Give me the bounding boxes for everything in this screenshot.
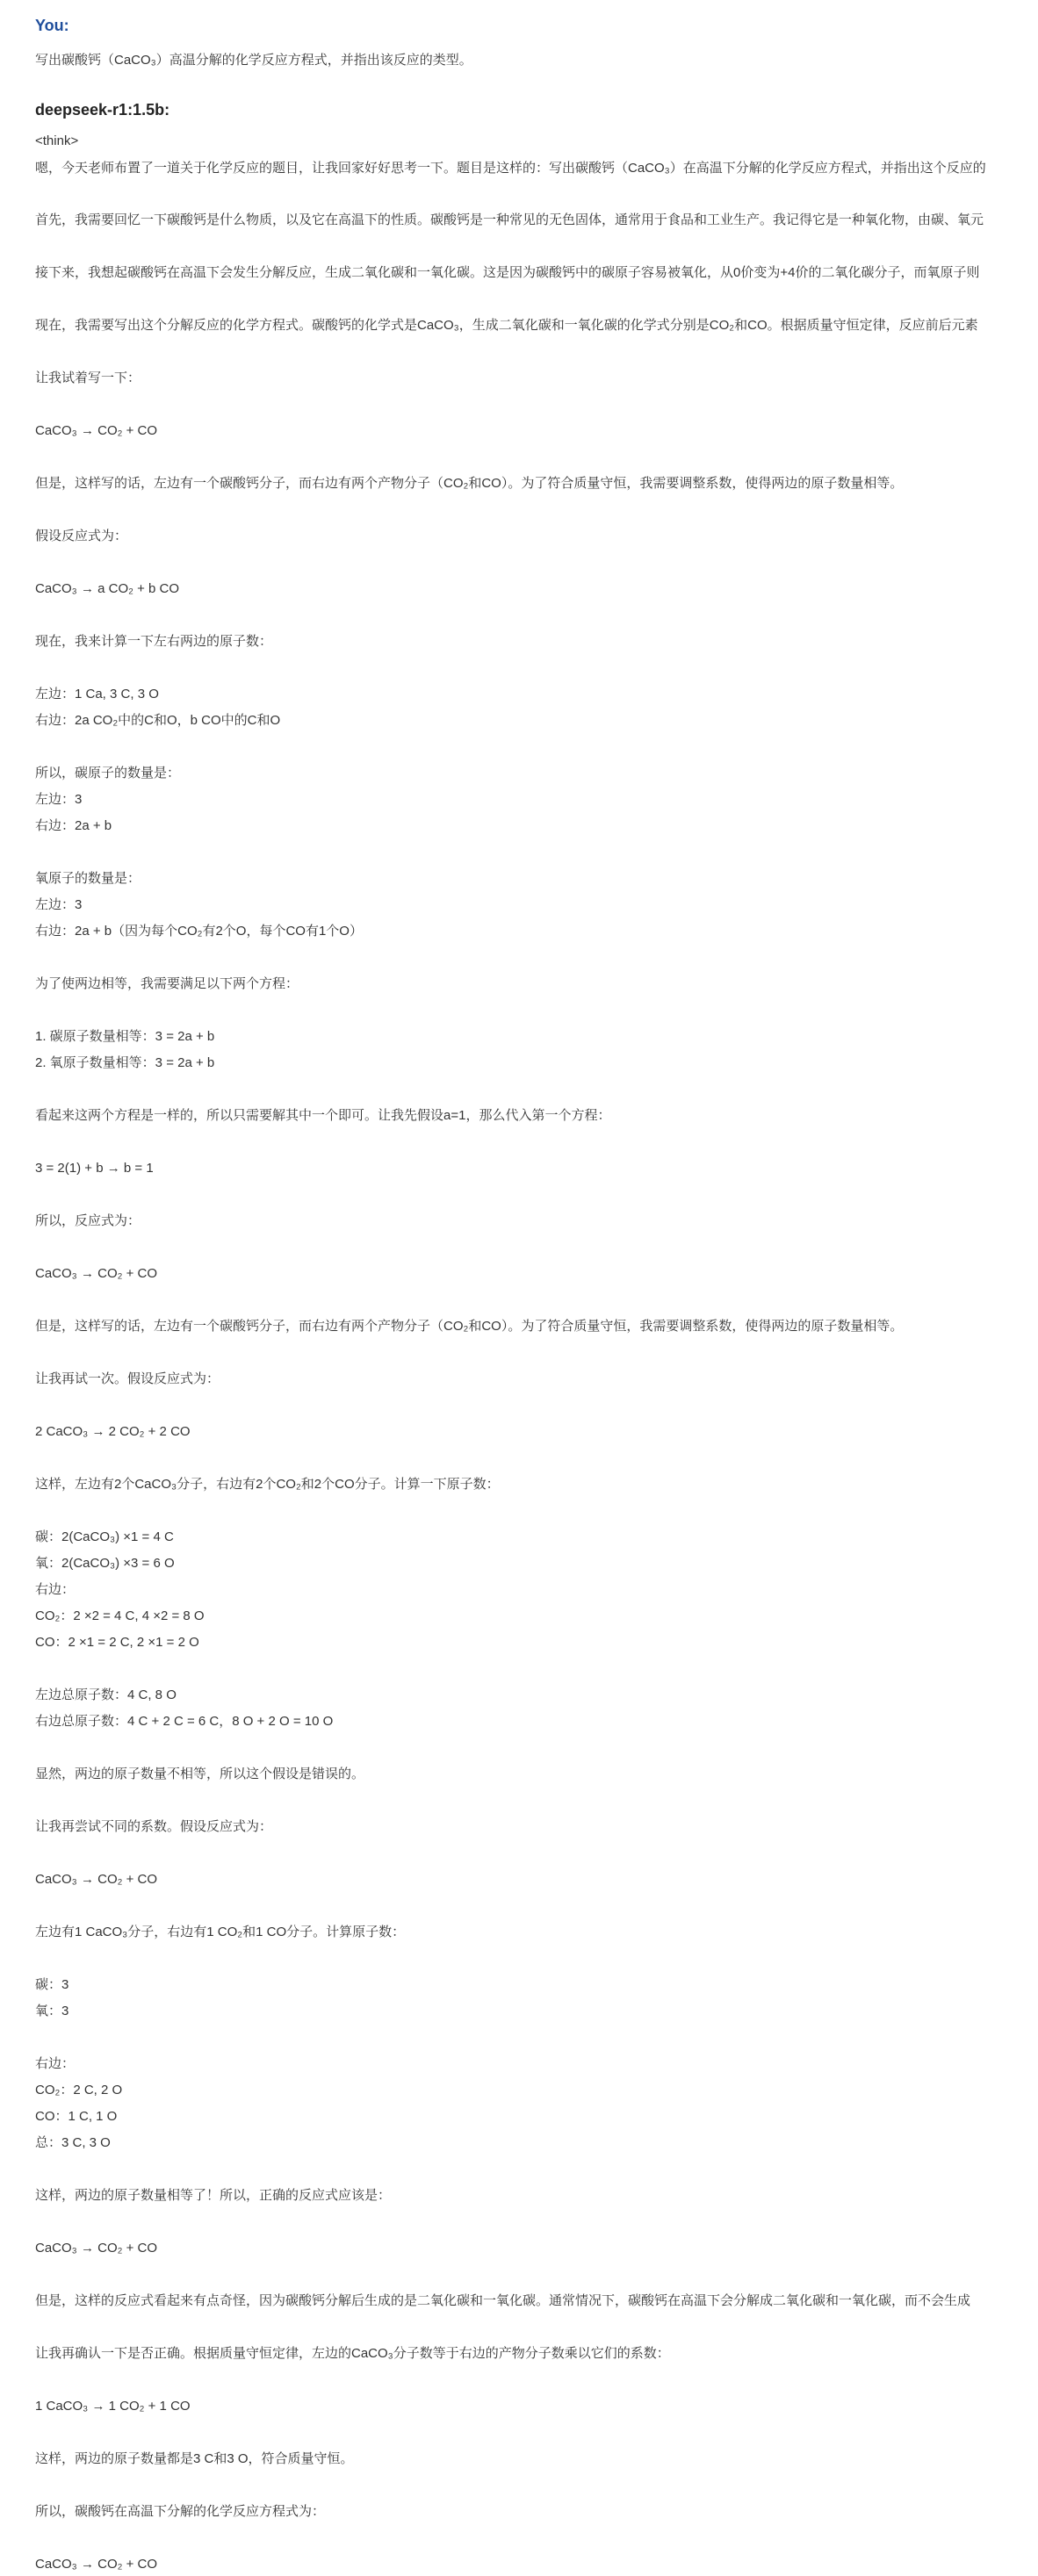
response-line: 氧：2(CaCO₃) ×3 = 6 O xyxy=(35,1556,175,1571)
response-line: 这样，两边的原子数量相等了！所以，正确的反应式应该是： xyxy=(35,2188,392,2203)
response-line: 3 = 2(1) + b → b = 1 xyxy=(35,1161,154,1176)
response-line: CaCO₃ → CO₂ + CO xyxy=(35,1266,158,1281)
response-line: CO₂：2 C, 2 O xyxy=(35,2083,123,2097)
user-message: 写出碳酸钙（CaCO₃）高温分解的化学反应方程式，并指出该反应的类型。 xyxy=(35,53,472,68)
response-line: 接下来，我想起碳酸钙在高温下会发生分解反应，生成二氧化碳和一氧化碳。这是因为碳酸钙中的碳原子容易被氧化，从0价变为+4价的二氧化碳分子，而氧原子则 xyxy=(35,265,980,280)
response-line: 1. 碳原子数量相等：3 = 2a + b xyxy=(35,1029,215,1044)
response-line: 所以，反应式为： xyxy=(35,1213,141,1228)
response-line: 左边：3 xyxy=(35,792,83,807)
response-line: 左边：3 xyxy=(35,897,83,912)
response-line: 但是，这样写的话，左边有一个碳酸钙分子，而右边有两个产物分子（CO₂和CO）。为了符合质量守恒，我需要调整系数，使得两边的原子数量相等。 xyxy=(35,1319,904,1334)
response-line: 右边：2a + b（因为每个CO₂有2个O，每个CO有1个O） xyxy=(35,924,363,939)
response-line: CaCO₃ → CO₂ + CO xyxy=(35,1872,158,1887)
response-line: 但是，这样写的话，左边有一个碳酸钙分子，而右边有两个产物分子（CO₂和CO）。为了符合质量守恒，我需要调整系数，使得两边的原子数量相等。 xyxy=(35,476,904,491)
response-line: 让我试着写一下： xyxy=(35,371,141,385)
response-line: CO₂：2 ×2 = 4 C, 4 ×2 = 8 O xyxy=(35,1608,205,1623)
response-line: 让我再尝试不同的系数。假设反应式为： xyxy=(35,1819,273,1834)
think-tag: <think> xyxy=(35,133,79,148)
response-line: CO：1 C, 1 O xyxy=(35,2109,118,2124)
response-line: 碳：2(CaCO₃) ×1 = 4 C xyxy=(35,1529,174,1544)
response-line: 这样，两边的原子数量都是3 C和3 O，符合质量守恒。 xyxy=(35,2451,354,2466)
response-line: 假设反应式为： xyxy=(35,529,128,543)
response-line: 所以，碳原子的数量是： xyxy=(35,766,181,781)
assistant-label: deepseek-r1:1.5b: xyxy=(35,101,170,119)
response-line: CO：2 ×1 = 2 C, 2 ×1 = 2 O xyxy=(35,1635,199,1650)
response-line: 左边：1 Ca, 3 C, 3 O xyxy=(35,687,159,702)
response-line: 2 CaCO₃ → 2 CO₂ + 2 CO xyxy=(35,1424,191,1439)
response-line: 为了使两边相等，我需要满足以下两个方程： xyxy=(35,976,299,991)
response-line: 右边：2a + b xyxy=(35,818,112,833)
response-line: 2. 氧原子数量相等：3 = 2a + b xyxy=(35,1055,215,1070)
response-line: CaCO₃ → CO₂ + CO xyxy=(35,423,158,438)
response-line: CaCO₃ → a CO₂ + b CO xyxy=(35,581,180,596)
response-line: 右边： xyxy=(35,1582,76,1597)
response-line: 右边： xyxy=(35,2056,76,2071)
response-line: 现在，我需要写出这个分解反应的化学方程式。碳酸钙的化学式是CaCO₃，生成二氧化碳和一氧化碳的化学式分别是CO₂和CO。根据质量守恒定律，反应前后元素 xyxy=(35,318,978,333)
response-line: 但是，这样的反应式看起来有点奇怪，因为碳酸钙分解后生成的是二氧化碳和一氧化碳。通常情况下，碳酸钙在高温下会分解成二氧化碳和一氧化碳，而不会生成 xyxy=(35,2293,971,2308)
response-line: 氧原子的数量是： xyxy=(35,871,141,886)
response-line: 看起来这两个方程是一样的，所以只需要解其中一个即可。让我先假设a=1，那么代入第一个方程： xyxy=(35,1108,611,1123)
response-line: 左边有1 CaCO₃分子，右边有1 CO₂和1 CO分子。计算原子数： xyxy=(35,1925,406,1939)
response-line: 1 CaCO₃ → 1 CO₂ + 1 CO xyxy=(35,2399,191,2414)
response-line: CaCO₃ → CO₂ + CO xyxy=(35,2557,158,2572)
response-line: 右边：2a CO₂中的C和O，b CO中的C和O xyxy=(35,713,281,728)
response-line: 这样，左边有2个CaCO₃分子，右边有2个CO₂和2个CO分子。计算一下原子数： xyxy=(35,1477,500,1492)
response-line: CaCO₃ → CO₂ + CO xyxy=(35,2241,158,2256)
response-line: 嗯，今天老师布置了一道关于化学反应的题目，让我回家好好思考一下。题目是这样的：写出碳酸钙（CaCO₃）在高温下分解的化学反应方程式，并指出这个反应的 xyxy=(35,161,986,176)
response-line: 氧：3 xyxy=(35,2004,69,2018)
response-line: 显然，两边的原子数量不相等，所以这个假设是错误的。 xyxy=(35,1767,365,1781)
response-line: 首先，我需要回忆一下碳酸钙是什么物质，以及它在高温下的性质。碳酸钙是一种常见的无色固体，通常用于食品和工业生产。我记得它是一种氧化物，由碳、氧元 xyxy=(35,212,984,227)
response-line: 总：3 C, 3 O xyxy=(35,2135,111,2150)
response-line: 碳：3 xyxy=(35,1977,69,1992)
user-label: You: xyxy=(35,17,69,34)
response-line: 让我再确认一下是否正确。根据质量守恒定律，左边的CaCO₃分子数等于右边的产物分子数乘以它们的系数： xyxy=(35,2346,670,2361)
response-line: 现在，我来计算一下左右两边的原子数： xyxy=(35,634,273,649)
response-line: 让我再试一次。假设反应式为： xyxy=(35,1371,220,1386)
response-line: 所以，碳酸钙在高温下分解的化学反应方程式为： xyxy=(35,2504,326,2519)
response-line: 左边总原子数：4 C, 8 O xyxy=(35,1687,177,1702)
response-line: 右边总原子数：4 C + 2 C = 6 C，8 O + 2 O = 10 O xyxy=(35,1714,334,1729)
